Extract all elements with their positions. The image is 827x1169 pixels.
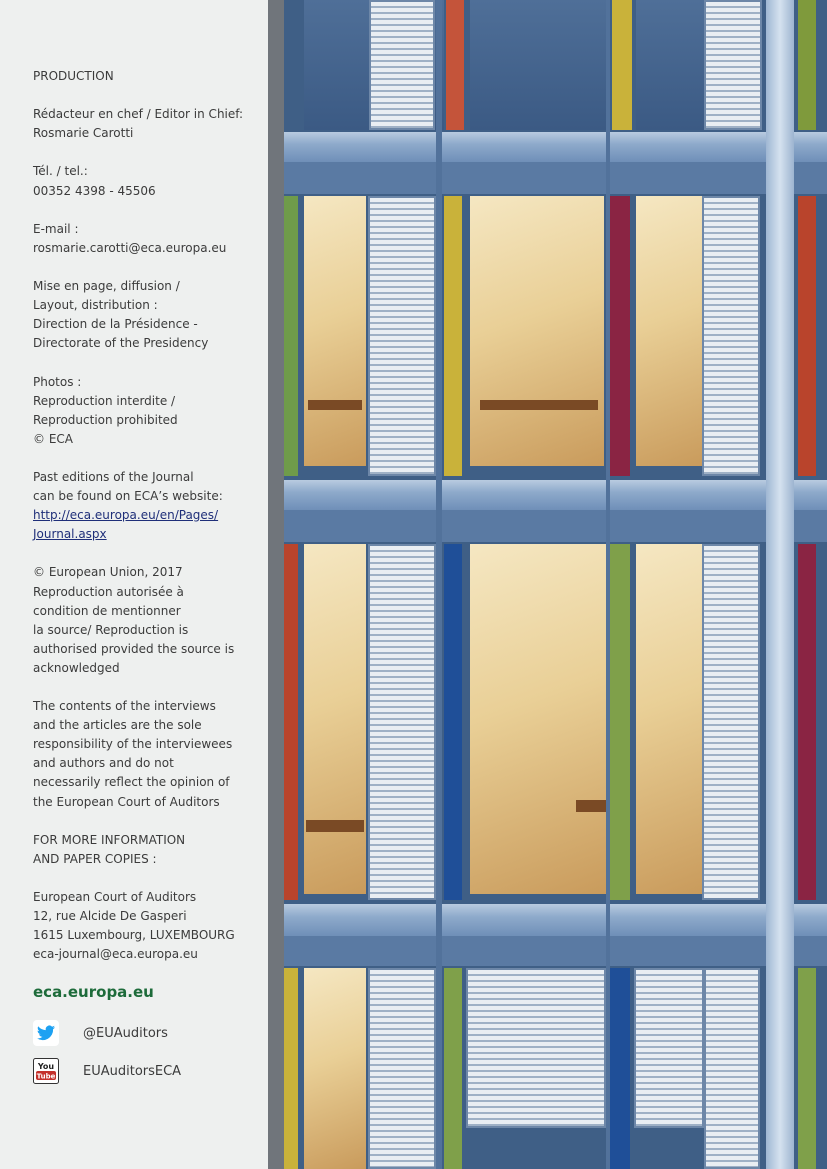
color-panel: [444, 968, 462, 1169]
telephone: Tél. / tel.: 00352 4398 - 45506: [33, 164, 156, 198]
photos-credit: Photos : Reproduction interdite / Reproduction prohibited © ECA: [33, 374, 178, 446]
lit-window: [636, 544, 702, 894]
copyright-notice: © European Union, 2017 Reproduction autorisée à condition de mentionner la source/ Reproduction is authorised provided the source is acknowledged: [33, 565, 235, 675]
facade-pillar: [766, 0, 794, 1169]
lit-window: [470, 544, 606, 894]
color-panel: [610, 968, 630, 1169]
email-contact: E-mail : rosmarie.carotti@eca.europa.eu: [33, 221, 227, 255]
youtube-handle: EUAuditorsECA: [83, 1063, 182, 1079]
youtube-row[interactable]: [33, 1058, 181, 1084]
floor-slab: [284, 904, 827, 936]
floor-slab: [284, 480, 827, 510]
mullion: [606, 0, 610, 1169]
postal-address: European Court of Auditors 12, rue Alcide De Gasperi 1615 Luxembourg, LUXEMBOURG eca-journal@eca.europa.eu: [33, 890, 235, 962]
office-desk: [576, 800, 606, 812]
window: [636, 0, 706, 130]
past-editions-link[interactable]: http://eca.europa.eu/en/Pages/ Journal.aspx: [33, 508, 219, 542]
window-shutter: [634, 968, 704, 1128]
youtube-icon: [33, 1058, 59, 1084]
window-shutter: [368, 968, 436, 1169]
window-shutter: [702, 544, 760, 900]
twitter-handle: @EUAuditors: [83, 1025, 168, 1041]
editor-credit: Rédacteur en chef / Editor in Chief: Rosmarie Carotti: [33, 107, 244, 141]
lit-window: [470, 196, 604, 466]
color-panel: [446, 0, 464, 130]
color-panel: [284, 196, 298, 476]
window-shutter: [368, 196, 436, 476]
floor-band: [284, 162, 827, 194]
window-shutter: [702, 196, 760, 476]
production-heading: PRODUCTION: [33, 69, 114, 83]
office-desk: [480, 400, 598, 410]
color-panel: [284, 544, 298, 900]
more-info-heading: FOR MORE INFORMATION AND PAPER COPIES :: [33, 832, 186, 866]
color-panel: [798, 196, 816, 476]
window: [470, 0, 610, 130]
lit-window: [304, 968, 366, 1169]
window-shutter: [704, 968, 760, 1169]
youtube-icon-tube: Tube: [36, 1072, 56, 1081]
past-editions: [33, 468, 265, 506]
window-shutter: [704, 0, 762, 130]
floor-band: [284, 936, 827, 966]
window-shutter: [369, 0, 435, 130]
youtube-icon-you: You: [37, 1062, 55, 1071]
office-desk: [306, 820, 364, 832]
window-shutter: [368, 544, 436, 900]
office-desk: [308, 400, 362, 410]
color-panel: [610, 196, 630, 476]
color-panel: [284, 968, 298, 1169]
floor-band: [284, 510, 827, 542]
mullion: [436, 0, 442, 1169]
credits-column: [33, 67, 265, 984]
color-panel: [798, 0, 816, 130]
color-panel: [798, 544, 816, 900]
window-shutter: [466, 968, 606, 1128]
color-panel: [798, 968, 816, 1169]
past-editions-link-wrap: [33, 506, 265, 544]
credits-sidebar: [0, 0, 270, 1169]
color-panel: [610, 544, 630, 900]
color-panel: [444, 196, 462, 476]
lit-window: [636, 196, 702, 466]
color-panel: [444, 544, 462, 900]
disclaimer: The contents of the interviews and the articles are the sole responsibility of the interviewees and authors and do not necessarily reflect the opinion of the European Court of Auditors: [33, 699, 233, 809]
page-divider: [268, 0, 284, 1169]
floor-slab: [284, 132, 827, 162]
twitter-row[interactable]: [33, 1020, 168, 1046]
layout-credit: Mise en page, diffusion / Layout, distribution : Direction de la Présidence - Directorate of the Presidency: [33, 279, 209, 351]
past-editions-text: Past editions of the Journal can be found on ECA’s website:: [33, 469, 223, 504]
color-panel: [612, 0, 632, 130]
website-link[interactable]: eca.europa.eu: [33, 983, 154, 1001]
twitter-icon: [33, 1020, 59, 1046]
building-facade-photo: [284, 0, 827, 1169]
lit-window: [304, 544, 366, 894]
lit-window: [304, 196, 366, 466]
